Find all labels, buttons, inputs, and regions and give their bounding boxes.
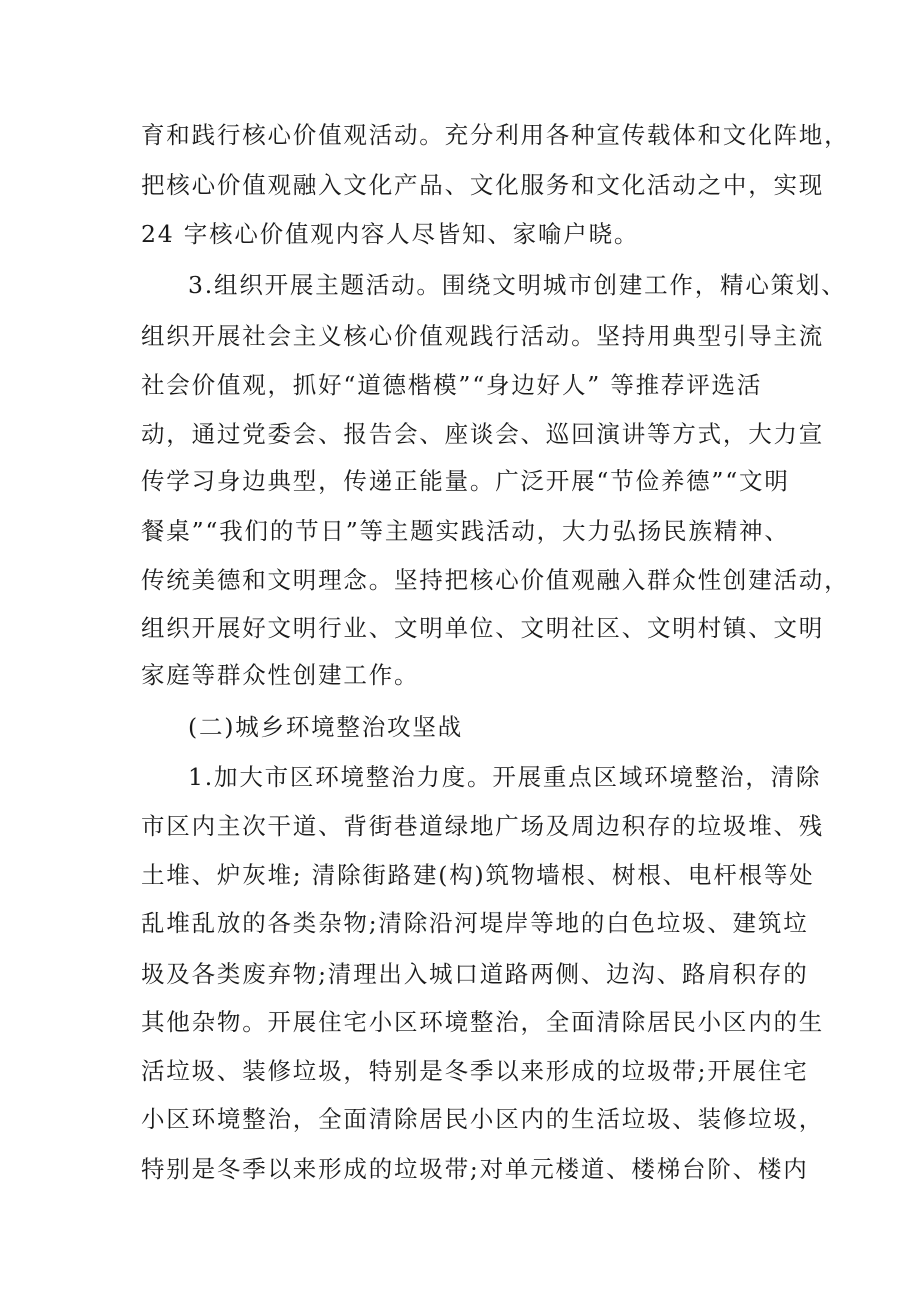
paragraph-start-line: 3.组织开展主题活动。围绕文明城市创建工作，精心策划、 — [188, 271, 847, 299]
text-line: 家庭等群众性创建工作。 — [141, 661, 420, 689]
section-heading: (二)城乡环境整治攻坚战 — [188, 713, 463, 741]
text-line: 传学习身边典型，传递正能量。广泛开展“节俭养德”“文明 — [141, 467, 790, 495]
text-line: 育和践行核心价值观活动。充分利用各种宣传载体和文化阵地， — [141, 121, 850, 149]
text-line: 其他杂物。开展住宅小区环境整治，全面清除居民小区内的生 — [141, 1008, 825, 1036]
text-line: 24 字核心价值观内容人尽皆知、家喻户晓。 — [141, 220, 640, 248]
text-line: 圾及各类废弃物;清理出入城口道路两侧、边沟、路肩积存的 — [141, 960, 809, 988]
text-line: 组织开展社会主义核心价值观践行活动。坚持用典型引导主流 — [141, 322, 825, 350]
text-line: 餐桌”“我们的节日”等主题实践活动，大力弘扬民族精神、 — [141, 517, 790, 545]
text-line: 传统美德和文明理念。坚持把核心价值观融入群众性创建活动， — [141, 566, 850, 594]
text-line: 乱堆乱放的各类杂物;清除沿河堤岸等地的白色垃圾、建筑垃 — [141, 909, 809, 937]
text-line: 小区环境整治，全面清除居民小区内的生活垃圾、装修垃圾， — [141, 1105, 825, 1133]
text-line: 土堆、炉灰堆; 清除街路建(构)筑物墙根、树根、电杆根等处 — [141, 861, 815, 889]
text-line: 动，通过党委会、报告会、座谈会、巡回演讲等方式，大力宣 — [141, 420, 825, 448]
paragraph-start-line: 1.加大市区环境整治力度。开展重点区域环境整治，清除 — [188, 763, 822, 791]
text-line: 把核心价值观融入文化产品、文化服务和文化活动之中，实现 — [141, 171, 825, 199]
text-line: 特别是冬季以来形成的垃圾带;对单元楼道、楼梯台阶、楼内 — [141, 1155, 809, 1183]
text-line: 活垃圾、装修垃圾，特别是冬季以来形成的垃圾带;开展住宅 — [141, 1057, 809, 1085]
text-line: 组织开展好文明行业、文明单位、文明社区、文明村镇、文明 — [141, 614, 825, 642]
text-line: 社会价值观，抓好“道德楷模”“身边好人” 等推荐评选活 — [141, 371, 763, 399]
text-line: 市区内主次干道、背街巷道绿地广场及周边积存的垃圾堆、残 — [141, 812, 825, 840]
